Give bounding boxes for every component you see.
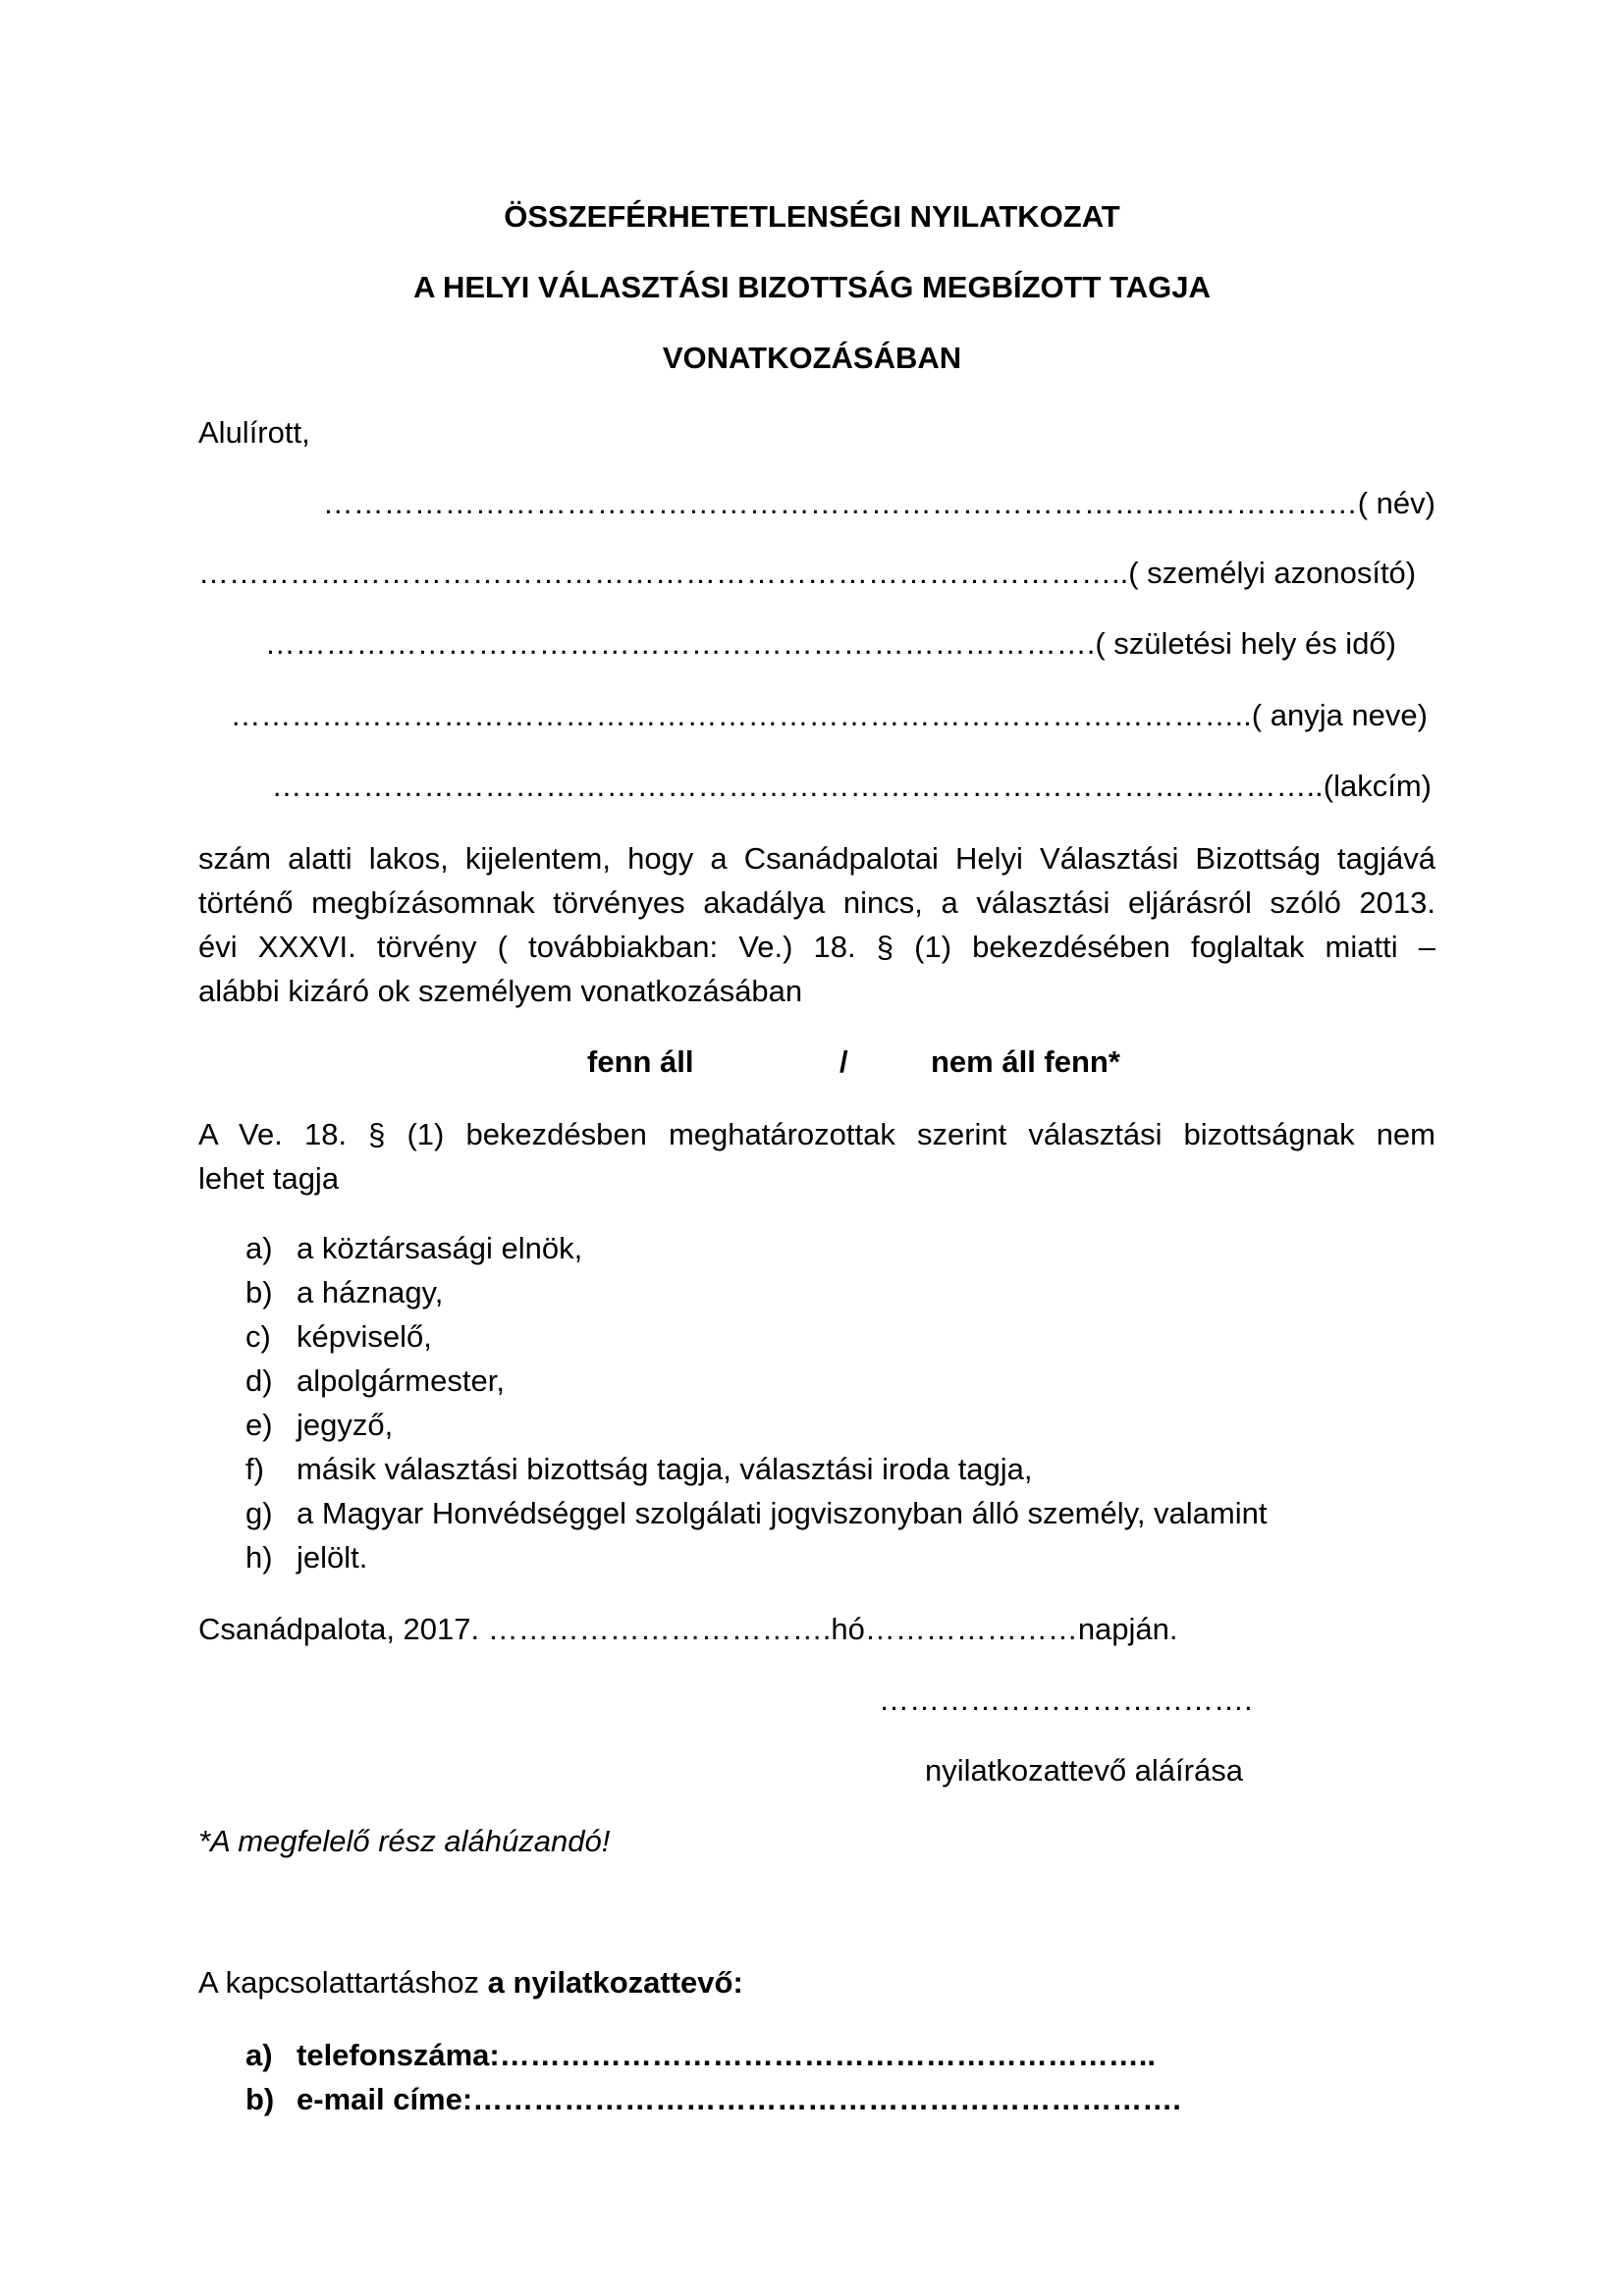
list-item-letter: d) (245, 1363, 273, 1398)
mother-name-field-dots: ……………………………………………………………………………………….. (230, 698, 1252, 732)
address-field-dots: ………………………………………………………………………………………….. (271, 769, 1324, 803)
contact-intro (198, 1964, 743, 2001)
list-item-letter: f) (245, 1452, 264, 1486)
list-item-text: másik választási bizottság tagja, választási iroda tagja, (297, 1452, 1033, 1486)
contact-intro-bold: a nyilatkozattevő: (487, 1965, 743, 2000)
birth-place-date-field-dots: ………………………………………………………………………. (264, 626, 1096, 661)
list-item-text: jegyző, (297, 1408, 394, 1442)
birth-place-date-field (198, 625, 1396, 662)
list-item-text: jelölt. (297, 1540, 368, 1575)
declaration-line-2: történő megbízásomnak törvényes akadálya nincs, a választási eljárásról szóló 2013. (198, 885, 1435, 920)
list-item (245, 1230, 582, 1266)
list-item (245, 1274, 443, 1310)
contact-phone-field (245, 2037, 1156, 2073)
contact-intro-plain: A kapcsolattartáshoz (198, 1965, 488, 2000)
document-title-line-1: ÖSSZEFÉRHETETLENSÉGI NYILATKOZAT (504, 199, 1120, 234)
rule-text-line-1: A Ve. 18. § (1) bekezdésben meghatározottak szerint választási bizottságnak nem (198, 1117, 1435, 1151)
choice-option-not-exists: nem áll fenn* (931, 1044, 1120, 1079)
list-item (245, 1318, 432, 1355)
rule-text-line-2: lehet tagja (198, 1161, 340, 1196)
contact-email-text: e-mail címe:……………………………………………………………. (297, 2082, 1181, 2116)
list-item-text: a háznagy, (297, 1275, 444, 1309)
list-item-letter: g) (245, 1496, 273, 1530)
list-item-letter: c) (245, 1319, 271, 1354)
choice-separator: / (839, 1044, 848, 1079)
list-item (245, 1539, 367, 1575)
list-item-letter: b) (245, 1275, 273, 1309)
address-field (198, 768, 1432, 804)
list-item (245, 1495, 1268, 1531)
date-line: Csanádpalota, 2017. …………………………….hó…………………napján. (198, 1612, 1178, 1646)
personal-id-field (198, 555, 1416, 591)
list-item-text: a köztársasági elnök, (297, 1231, 583, 1265)
list-item-letter: h) (245, 1540, 273, 1575)
name-field-dots: ………………………………………………………………………………………… (322, 486, 1358, 520)
list-item (245, 1407, 393, 1443)
list-item-text: a Magyar Honvédséggel szolgálati jogviszonyban álló személy, valamint (297, 1496, 1268, 1530)
name-field-label: ( név) (1357, 486, 1435, 520)
personal-id-field-dots: ……………………………………………………………………………….. (198, 556, 1129, 590)
document-title-line-2: A HELYI VÁLASZTÁSI BIZOTTSÁG MEGBÍZOTT TAGJA (413, 270, 1211, 304)
list-item-letter: e) (245, 1408, 273, 1442)
footnote: *A megfelelő rész aláhúzandó! (198, 1824, 611, 1858)
list-item-text: képviselő, (297, 1319, 432, 1354)
list-item-text: alpolgármester, (297, 1363, 505, 1398)
list-item-letter: a) (245, 1231, 273, 1265)
mother-name-field (198, 697, 1428, 733)
mother-name-field-label: ( anyja neve) (1251, 698, 1428, 732)
declaration-line-1: szám alatti lakos, kijelentem, hogy a Csanádpalotai Helyi Választási Bizottság tagjává (198, 841, 1435, 876)
birth-place-date-field-label: ( születési hely és idő) (1095, 626, 1396, 661)
signature-label: nyilatkozattevő aláírása (925, 1753, 1243, 1788)
contact-phone-letter: a) (245, 2038, 273, 2072)
contact-phone-text: telefonszáma:……………………………………………………….. (297, 2038, 1156, 2072)
signature-dots: ………………………………. (879, 1682, 1253, 1717)
list-item (245, 1451, 1033, 1487)
name-field (198, 485, 1435, 521)
choice-option-exists: fenn áll (587, 1044, 694, 1079)
address-field-label: (lakcím) (1323, 769, 1432, 803)
list-item (245, 1362, 505, 1399)
intro-text: Alulírott, (198, 415, 310, 450)
declaration-line-4: alábbi kizáró ok személyem vonatkozásában (198, 974, 803, 1008)
contact-email-letter: b) (245, 2082, 275, 2116)
contact-email-field (245, 2081, 1181, 2117)
document-title-line-3: VONATKOZÁSÁBAN (662, 341, 962, 375)
personal-id-field-label: ( személyi azonosító) (1128, 556, 1417, 590)
declaration-line-3: évi XXXVI. törvény ( továbbiakban: Ve.) 18. § (1) bekezdésében foglaltak miatti – (198, 930, 1435, 964)
